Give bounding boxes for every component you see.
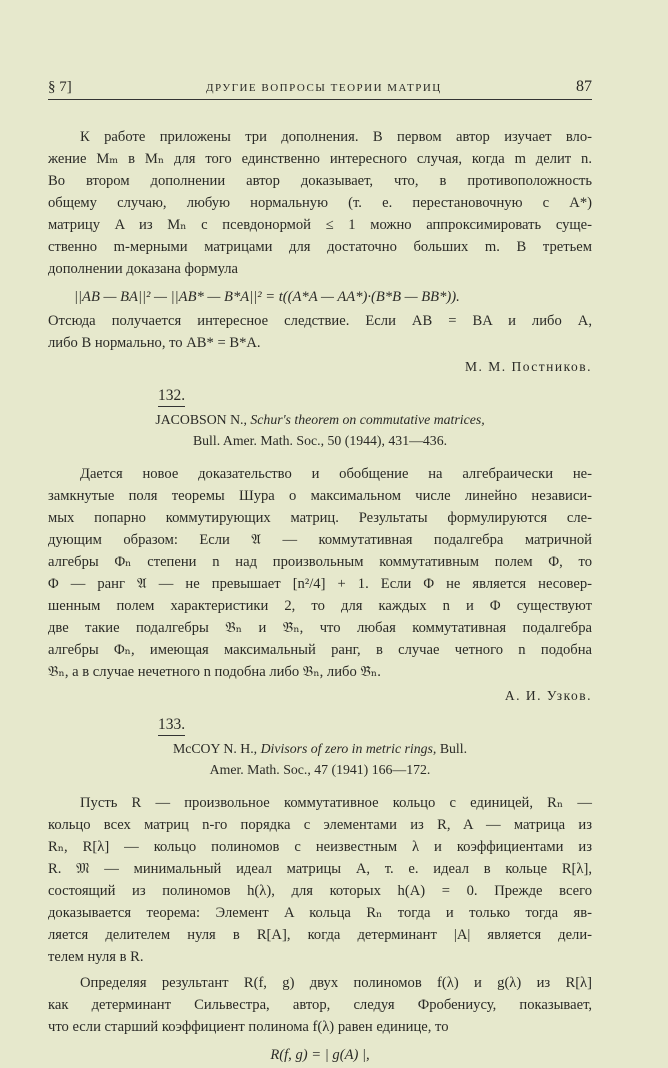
section-number: § 7]	[48, 79, 72, 95]
review-paragraph-132	[48, 463, 592, 683]
text-line: телем нуля в R.	[48, 949, 144, 965]
bibliographic-reference	[48, 409, 592, 451]
running-title: ДРУГИЕ ВОПРОСЫ ТЕОРИИ МАТРИЦ	[205, 82, 442, 94]
review-paragraph-131	[48, 126, 592, 280]
text-line: кольцо всех матриц n-го порядка с элементами из R, A — матрица из	[48, 817, 592, 833]
formula-resultant: R(f, g) = | g(A) |,	[270, 1047, 370, 1063]
text-line: R. 𝔐 — минимальный идеал матрицы A, т. е. идеал в кольце R[λ],	[48, 861, 592, 877]
text-line: матрицу A из Mₙ с псевдонормой ≤ 1 можно аппроксимировать суще-	[48, 217, 592, 233]
text-line: жение Mₘ в Mₙ для того единственно интересного случая, когда m делит n.	[48, 151, 592, 167]
entry-number: 132.	[158, 386, 185, 407]
text-line: Дается новое доказательство и обобщение на алгебраически не-	[80, 466, 592, 482]
text-line: шенным полем характеристики 2, то для каждых n и Φ существуют	[48, 598, 592, 614]
ref-author: JACOBSON N.,	[155, 412, 247, 427]
text-line: доказывается теорема: Элемент A кольца Rₙ тогда и только тогда яв-	[48, 905, 592, 921]
ref-title: Schur's theorem on commutative matrices,	[250, 412, 485, 427]
text-line: что если старший коэффициент полинома f(λ) равен единице, то	[48, 1019, 449, 1035]
text-line: Φ — ранг 𝔄 — не превышает [n²/4] + 1. Если Φ не является несовер-	[48, 576, 592, 592]
text-line: общему случаю, любую нормальную (т. е. перестановочную с A*)	[48, 195, 592, 211]
text-line: алгебры Φₙ, имеющая максимальный ранг, в случае четного n подобна	[48, 642, 592, 658]
text-line: состоящий из полиномов h(λ), для которых h(A) = 0. Прежде всего	[48, 883, 592, 899]
reviewer-signature: М. М. Постников.	[464, 359, 592, 374]
formula-norm: ||AB — BA||² — ||AB* — B*A||² = t((A*A — AA*)·(B*B — BB*)).	[74, 289, 460, 305]
ref-title: Divisors of zero in metric rings,	[260, 741, 437, 756]
text-line: мых попарно коммутирующих матриц. Результаты формулируются сле-	[48, 510, 592, 526]
text-line: ляется делителем нуля в R[A], когда детерминант |A| является дели-	[48, 927, 592, 943]
ref-source-start: Bull.	[439, 741, 468, 756]
text-line: Пусть R — произвольное коммутативное кольцо с единицей, Rₙ —	[80, 795, 592, 811]
review-paragraph-133	[48, 792, 592, 968]
running-header	[48, 78, 592, 100]
text-line: Отсюда получается интересное следствие. Если AB = BA и либо A,	[48, 313, 592, 329]
text-line: К работе приложены три дополнения. В первом автор изучает вло-	[80, 129, 592, 145]
review-paragraph-133-second	[48, 972, 592, 1038]
text-line: 𝔅ₙ, а в случае нечетного n подобна либо 𝔅ₙ, либо 𝔅̄ₙ.	[48, 664, 381, 680]
text-line: алгебры Φₙ степени n над произвольным коммутативным полем Φ, то	[48, 554, 592, 570]
ref-author: McCOY N. H.,	[172, 741, 258, 756]
entry-number: 133.	[158, 715, 185, 736]
text-line: либо B нормально, то AB* = B*A.	[48, 335, 261, 351]
text-line: дополнении доказана формула	[48, 261, 239, 277]
review-paragraph-131-cont	[48, 310, 592, 354]
text-line: Во втором дополнении автор доказывает, что, в противоположность	[48, 173, 592, 189]
text-line: две такие подалгебры 𝔅ₙ и 𝔅̄ₙ, что любая коммутативная подалгебра	[48, 620, 592, 636]
book-page	[48, 78, 592, 1068]
text-line: замкнутые поля теоремы Шура о максимальном числе линейно независи-	[48, 488, 592, 504]
ref-source: Amer. Math. Soc., 47 (1941) 166—172.	[209, 762, 431, 777]
bibliographic-reference	[48, 738, 592, 780]
reviewer-signature: А. И. Узков.	[504, 688, 592, 703]
text-line: ственно m-мерными матрицами для достаточно больших m. В третьем	[48, 239, 592, 255]
page-number: 87	[575, 78, 592, 95]
text-line: как детерминант Сильвестра, автор, следуя Фробениусу, показывает,	[48, 997, 592, 1013]
text-line: Определяя результант R(f, g) двух полиномов f(λ) и g(λ) из R[λ]	[80, 975, 592, 991]
text-line: дующим образом: Если 𝔄 — коммутативная подалгебра матричной	[48, 532, 592, 548]
ref-source: Bull. Amer. Math. Soc., 50 (1944), 431—436.	[192, 433, 448, 448]
text-line: Rₙ, R[λ] — кольцо полиномов с неизвестным λ и коэффициентами из	[48, 839, 592, 855]
